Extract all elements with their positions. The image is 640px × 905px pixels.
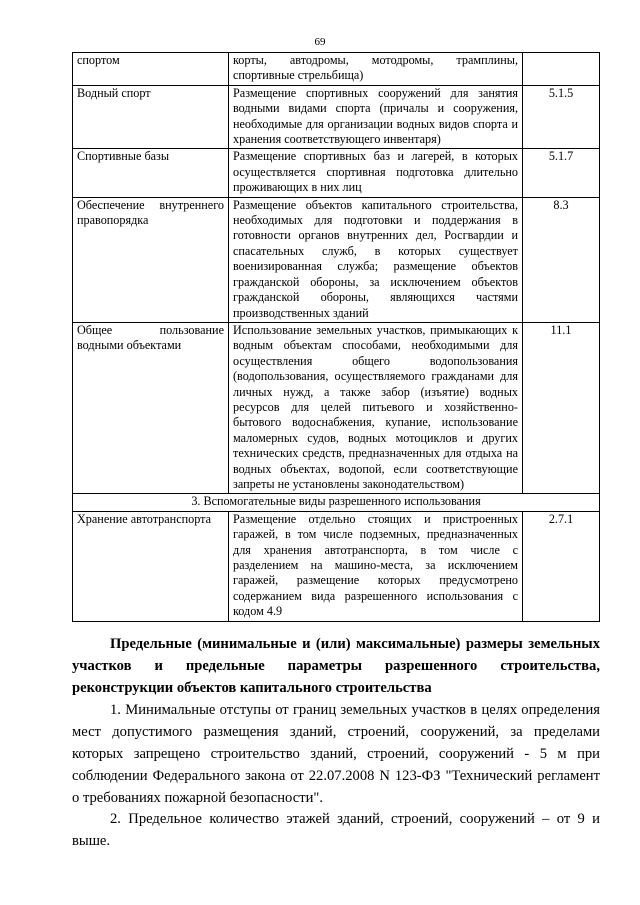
- table-row: [73, 53, 600, 86]
- paragraph: 1. Минимальные отступы от границ земельных участков в целях определения мест допустимого размещения зданий, строений, сооружений, за пределами которых запрещено строительство зданий, строений, сооружений - 5 м при соблюдении Федерального закона от 22.07.2008 N 123-ФЗ "Технический регламент о требованиях пожарной безопасности".: [72, 702, 600, 806]
- use-description-cell: Использование земельных участков, примыкающих к водным объектам способами, необходимыми для осуществления общего водопользования (водопользования, осуществляемого гражданами для личных нужд, а также забор (изъятие) водных ресурсов для целей питьевого и хозяйственно-бытового водоснабжения, купание, использование маломерных судов, водных мотоциклов и других технических средств, предназначенных для отдыха на водных объектах, водопой, если соответствующие запреты не установлены законодательством): [229, 322, 523, 493]
- use-name-cell: Спортивные базы: [73, 149, 229, 197]
- table-row: [73, 149, 600, 197]
- table-row: [73, 85, 600, 149]
- use-description-cell: корты, автодромы, мотодромы, трамплины, спортивные стрельбища): [229, 53, 523, 86]
- use-code-cell: 11.1: [523, 322, 600, 493]
- use-code-cell: 8.3: [523, 197, 600, 322]
- use-code-cell: 5.1.5: [523, 85, 600, 149]
- section-title-cell: 3. Вспомогательные виды разрешенного использования: [73, 494, 600, 511]
- use-name-cell: Водный спорт: [73, 85, 229, 149]
- section-row: [73, 494, 600, 511]
- use-description-cell: Размещение отдельно стоящих и пристроенных гаражей, в том числе подземных, предназначенных для хранения автотранспорта, в том числе с разделением на машино-места, за исключением гаражей, размещение которых предусмотрено содержанием вида разрешенного использования с кодом 4.9: [229, 511, 523, 621]
- table-row: [73, 197, 600, 322]
- section-heading: Предельные (минимальные и (или) максимальные) размеры земельных участков и предельные параметры разрешенного строительства, реконструкции объектов капитального строительства: [72, 636, 600, 696]
- use-name-cell: Обеспечение внутреннего правопорядка: [73, 197, 229, 322]
- use-name-cell: Общее пользование водными объектами: [73, 322, 229, 493]
- use-description-cell: Размещение спортивных баз и лагерей, в которых осуществляется спортивная подготовка длительно проживающих в них лиц: [229, 149, 523, 197]
- use-description-cell: Размещение объектов капитального строительства, необходимых для подготовки и поддержания в готовности органов внутренних дел, Росгвардии и спасательных служб, в которых существует военизированная служба; размещение объектов гражданской обороны, за исключением объектов гражданской обороны, являющихся частями производственных зданий: [229, 197, 523, 322]
- table-row: [73, 511, 600, 621]
- page-number: 69: [314, 36, 326, 48]
- table-row: [73, 322, 600, 493]
- use-name-cell: Хранение автотранспорта: [73, 511, 229, 621]
- paragraph: 2. Предельное количество этажей зданий, строений, сооружений – от 9 и выше.: [72, 811, 600, 849]
- use-code-cell: 2.7.1: [523, 511, 600, 621]
- use-name-cell: спортом: [73, 53, 229, 86]
- use-description-cell: Размещение спортивных сооружений для занятия водными видами спорта (причалы и сооружения, необходимые для организации водных видов спорта и хранения соответствующего инвентаря): [229, 85, 523, 149]
- use-code-cell: [523, 53, 600, 86]
- use-code-cell: 5.1.7: [523, 149, 600, 197]
- land-use-table: [72, 52, 600, 622]
